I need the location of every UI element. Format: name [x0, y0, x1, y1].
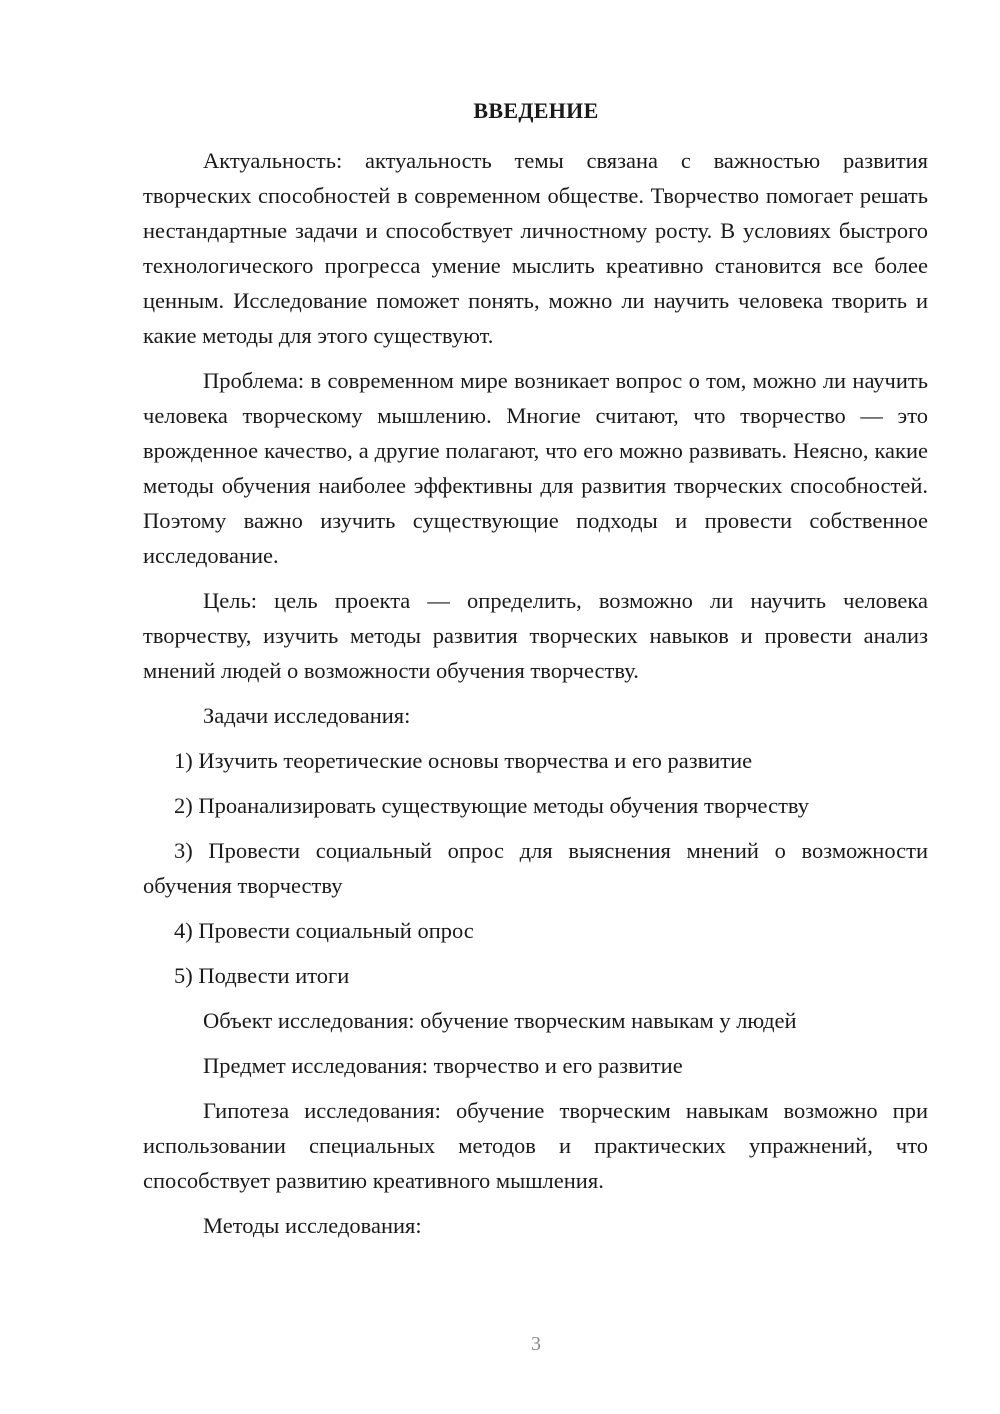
paragraph-subject: Предмет исследования: творчество и его развитие: [203, 1053, 683, 1078]
paragraph-hypothesis: Гипотеза исследования: обучение творческим навыкам возможно при использовании специальных методов и практических упражнений, что способствует развитию креативного мышления.: [143, 1098, 928, 1193]
paragraph-goal: Цель: цель проекта — определить, возможно ли научить человека творчеству, изучить методы развития творческих навыков и провести анализ мнений людей о возможности обучения творчеству.: [143, 588, 928, 683]
paragraph-object: Объект исследования: обучение творческим навыкам у людей: [203, 1008, 797, 1033]
paragraph-problem: Проблема: в современном мире возникает вопрос о том, можно ли научить человека творческому мышлению. Многие считают, что творчество — это врожденное качество, а другие полагают, что его можно развивать. Неясно, какие методы обучения наиболее эффективны для развития творческих способностей. Поэтому важно изучить существующие подходы и провести собственное исследование.: [143, 368, 928, 568]
task-item: 1) Изучить теоретические основы творчества и его развитие: [174, 748, 753, 773]
task-item: 2) Проанализировать существующие методы обучения творчеству: [174, 793, 810, 818]
task-item: 4) Провести социальный опрос: [174, 918, 474, 943]
paragraph-relevance: Актуальность: актуальность темы связана с важностью развития творческих способностей в современном обществе. Творчество помогает решать нестандартные задачи и способствует личностному росту. В условиях быстрого технологического прогресса умение мыслить креативно становится все более ценным. Исследование поможет понять, можно ли научить человека творить и какие методы для этого существуют.: [143, 148, 928, 348]
document-body: [143, 143, 928, 1253]
task-item: 3) Провести социальный опрос для выяснения мнений о возможности обучения творчеству: [143, 838, 928, 898]
page-number: 3: [531, 1333, 541, 1355]
task-item: 5) Подвести итоги: [174, 963, 350, 988]
methods-heading: Методы исследования:: [203, 1213, 422, 1238]
tasks-heading: Задачи исследования:: [203, 703, 411, 728]
page-title: ВВЕДЕНИЕ: [473, 98, 599, 123]
